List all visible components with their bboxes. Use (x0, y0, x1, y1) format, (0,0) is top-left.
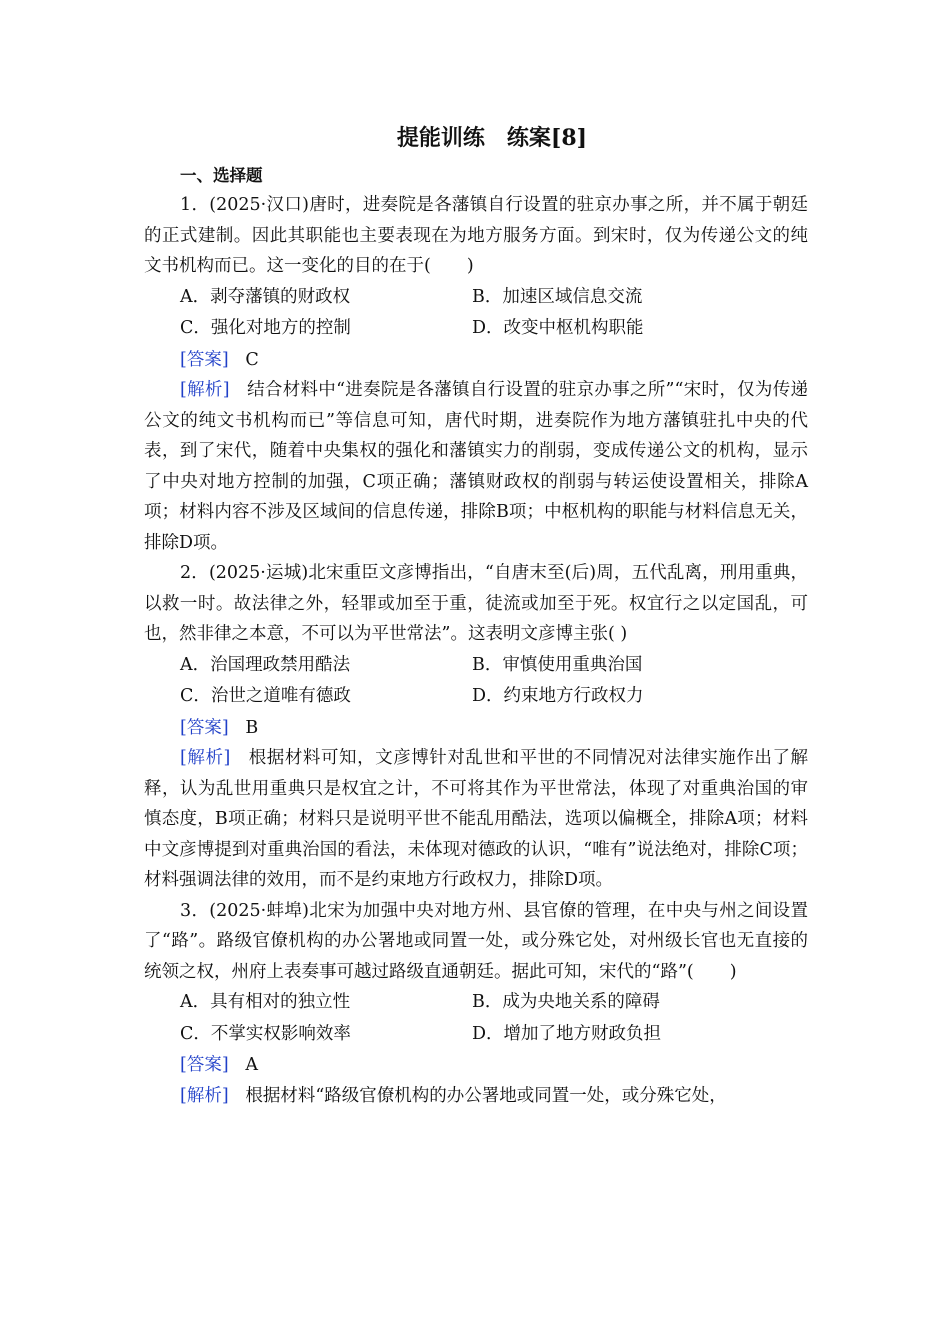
analysis-label: [解析] (180, 380, 230, 400)
options-row (144, 650, 808, 682)
analysis-label: [解析] (180, 748, 231, 768)
answer-line (144, 1050, 808, 1081)
options-row (144, 681, 808, 713)
option-d: D．增加了地方财政负担 (472, 1023, 662, 1044)
question-1 (144, 190, 808, 558)
option-a: A．治国理政禁用酷法 (180, 654, 351, 675)
page-title: 提能训练 练案[8] (396, 125, 588, 151)
analysis-text: 根据材料“路级官僚机构的办公署地或同置一处，或分殊它处， (245, 1085, 727, 1106)
options-row (144, 313, 808, 345)
options-row (144, 1019, 808, 1051)
section-heading: 一、选择题 (180, 166, 263, 185)
option-c: C．强化对地方的控制 (180, 318, 351, 338)
analysis (144, 743, 808, 896)
option-a: A．具有相对的独立性 (180, 992, 351, 1012)
document-page (144, 118, 808, 1111)
option-b: B．审慎使用重典治国 (472, 654, 643, 675)
option-c: C．不掌实权影响效率 (180, 1023, 351, 1044)
answer-line (144, 713, 808, 744)
answer-value: B (245, 717, 259, 738)
question-stem: 1．(2025·汉口)唐时，进奏院是各藩镇自行设置的驻京办事之所，并不属于朝廷的正式建制。因此其职能也主要表现在为地方服务方面。到宋时，仅为传递公文的纯文书机构而已。这一变化的目的在于( ) (144, 195, 808, 276)
options-row (144, 987, 808, 1019)
analysis-text: 结合材料中“进奏院是各藩镇自行设置的驻京办事之所”“宋时，仅为传递公文的纯文书机构而已”等信息可知，唐代时期，进奏院作为地方藩镇驻扎中央的代表，到了宋代，随着中央集权的强化和藩镇实力的削弱，变成传递公文的机构，显示了中央对地方控制的加强，C项正确；藩镇财政权的削弱与转运使设置相关，排除A项；材料内容不涉及区域间的信息传递，排除B项；中枢机构的职能与材料信息无关，排除D项。 (144, 380, 808, 553)
analysis-text: 根据材料可知，文彦博针对乱世和平世的不同情况对法律实施作出了解释，认为乱世用重典只是权宜之计，不可将其作为平世常法，体现了对重典治国的审慎态度，B项正确；材料只是说明平世不能乱用酷法，选项以偏概全，排除A项；材料中文彦博提到对重典治国的看法，未体现对德政的认识，“唯有”说法绝对，排除C项；材料强调法律的效用，而不是约束地方行政权力，排除D项。 (144, 748, 809, 890)
question-stem: 2．(2025·运城)北宋重臣文彦博指出，“自唐末至(后)周，五代乱离，刑用重典，以救一时。故法律之外，轻罪或加至于重，徒流或加至于死。权宜行之以定国乱，可也，然非律之本意，不可以为平世常法”。这表明文彦博主张( ) (144, 563, 808, 644)
option-a: A．剥夺藩镇的财政权 (180, 286, 351, 307)
answer-label: [答案] (180, 349, 229, 370)
answer-label: [答案] (180, 717, 229, 738)
option-d: D．约束地方行政权力 (472, 686, 644, 706)
answer-value: C (245, 349, 259, 370)
option-c: C．治世之道唯有德政 (180, 686, 351, 706)
options-row (144, 282, 808, 314)
option-b: B．成为央地关系的障碍 (472, 992, 660, 1012)
question-2 (144, 558, 808, 896)
analysis (144, 375, 808, 558)
option-d: D．改变中枢机构职能 (472, 318, 644, 338)
option-b: B．加速区域信息交流 (472, 286, 643, 307)
answer-value: A (245, 1055, 258, 1075)
answer-label: [答案] (180, 1055, 229, 1075)
analysis-label: [解析] (180, 1085, 229, 1106)
analysis (144, 1081, 808, 1112)
question-stem: 3．(2025·蚌埠)北宋为加强中央对地方州、县官僚的管理，在中央与州之间设置了“路”。路级官僚机构的办公署地或同置一处，或分殊它处，对州级长官也无直接的统领之权，州府上表奏事可越过路级直通朝廷。据此可知，宋代的“路”( ) (144, 900, 808, 982)
question-3 (144, 896, 808, 1112)
answer-line (144, 345, 808, 376)
